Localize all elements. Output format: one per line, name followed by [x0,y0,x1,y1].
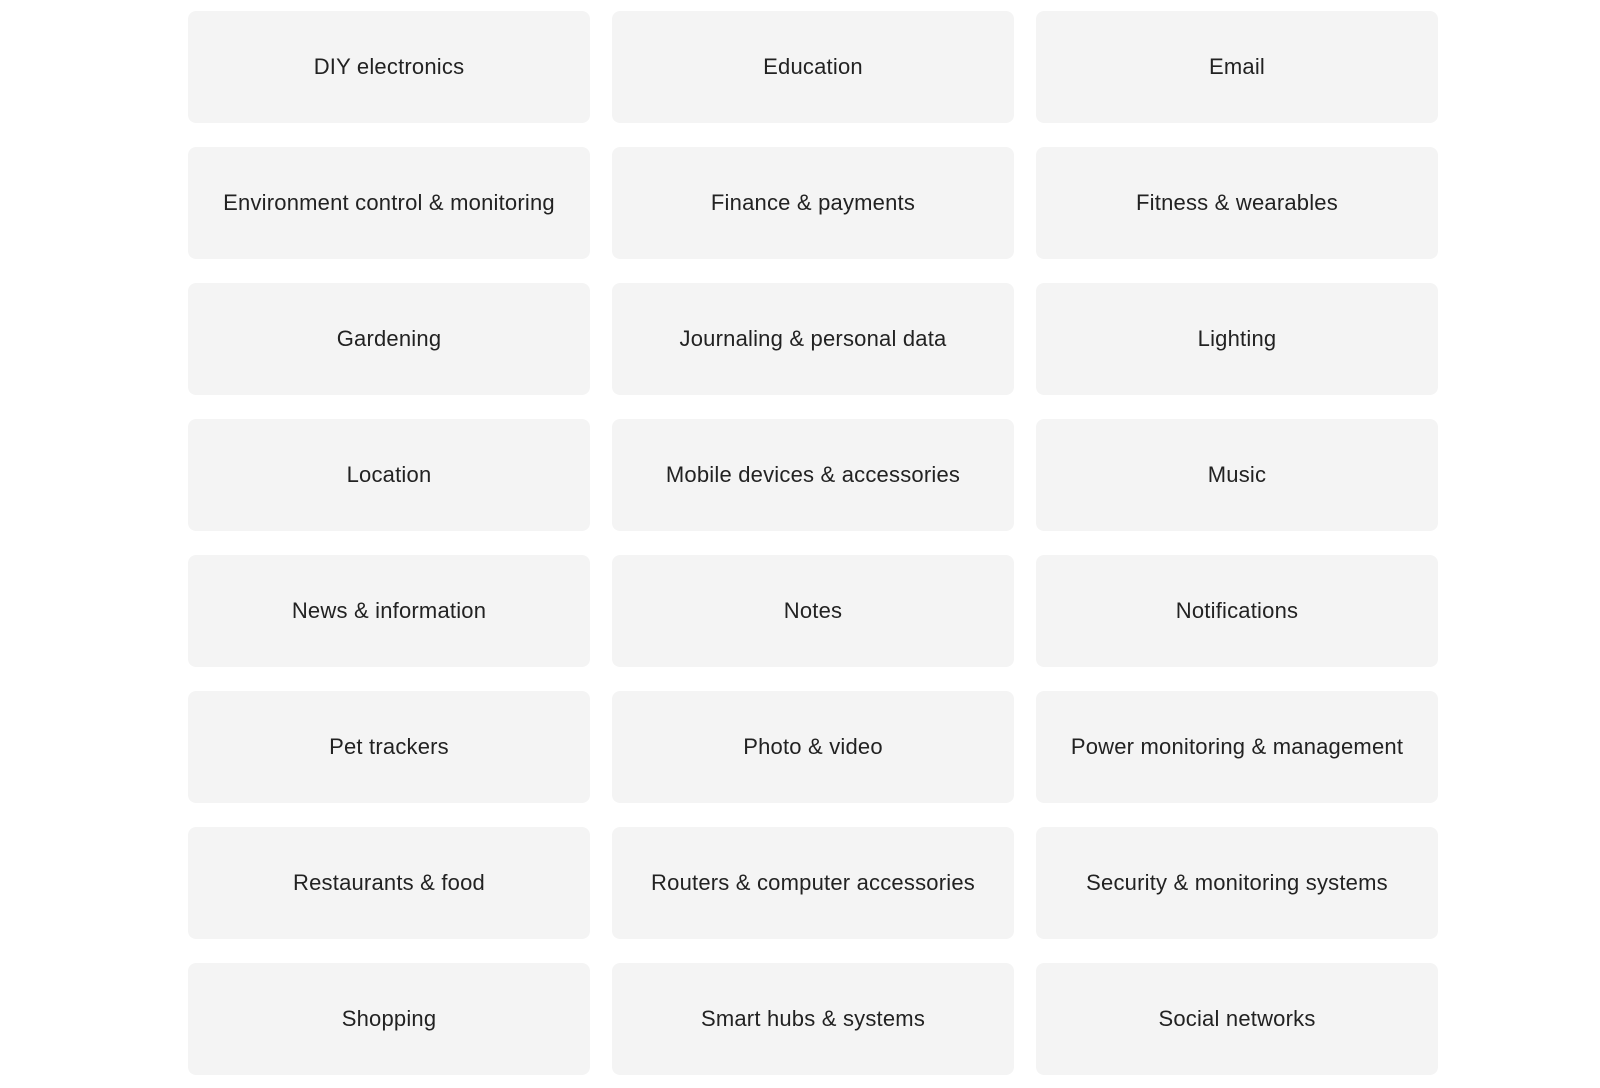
category-tile-notes[interactable] [612,555,1014,667]
category-tile-restaurants-food[interactable] [188,827,590,939]
category-tile-routers-computer[interactable] [612,827,1014,939]
category-tile-diy-electronics[interactable] [188,11,590,123]
category-tile-photo-video[interactable] [612,691,1014,803]
category-label: Social networks [1158,1006,1316,1031]
category-tile-location[interactable] [188,419,590,531]
category-label: Email [1208,54,1265,79]
category-label: Education [763,54,863,79]
category-tile-environment-control[interactable] [188,147,590,259]
category-tile-fitness-wearables[interactable] [1036,147,1438,259]
category-label: Notes [783,598,843,623]
category-label: Photo & video [743,734,883,759]
category-tile-news-information[interactable] [188,555,590,667]
category-label: Restaurants & food [293,870,485,895]
category-tile-smart-hubs[interactable] [612,963,1014,1075]
category-tile-power-monitoring[interactable] [1036,691,1438,803]
category-label: Routers & computer accessories [651,870,975,895]
category-label: Security & monitoring systems [1086,870,1388,895]
category-label: Location [346,462,432,487]
category-tile-email[interactable] [1036,11,1438,123]
category-label: Gardening [336,326,442,351]
category-label: Mobile devices & accessories [665,462,961,487]
category-label: Power monitoring & management [1070,734,1404,759]
category-tile-gardening[interactable] [188,283,590,395]
category-tile-lighting[interactable] [1036,283,1438,395]
category-tile-social-networks[interactable] [1036,963,1438,1075]
category-label: Environment control & monitoring [223,190,555,215]
category-label: Lighting [1197,326,1277,351]
category-label: Finance & payments [710,190,916,215]
category-label: Pet trackers [329,734,449,759]
category-label: Shopping [341,1006,437,1031]
category-label: Journaling & personal data [679,326,947,351]
category-label: News & information [291,598,487,623]
category-tile-journaling[interactable] [612,283,1014,395]
category-tile-shopping[interactable] [188,963,590,1075]
category-label: Music [1207,462,1267,487]
category-label: Notifications [1175,598,1299,623]
category-tile-notifications[interactable] [1036,555,1438,667]
category-tile-security-monitoring[interactable] [1036,827,1438,939]
category-label: Smart hubs & systems [700,1006,926,1031]
category-tile-education[interactable] [612,11,1014,123]
category-grid [188,11,1439,1075]
category-tile-music[interactable] [1036,419,1438,531]
category-tile-mobile-devices[interactable] [612,419,1014,531]
category-tile-pet-trackers[interactable] [188,691,590,803]
category-label: Fitness & wearables [1136,190,1338,215]
category-label: DIY electronics [313,54,465,79]
category-tile-finance-payments[interactable] [612,147,1014,259]
